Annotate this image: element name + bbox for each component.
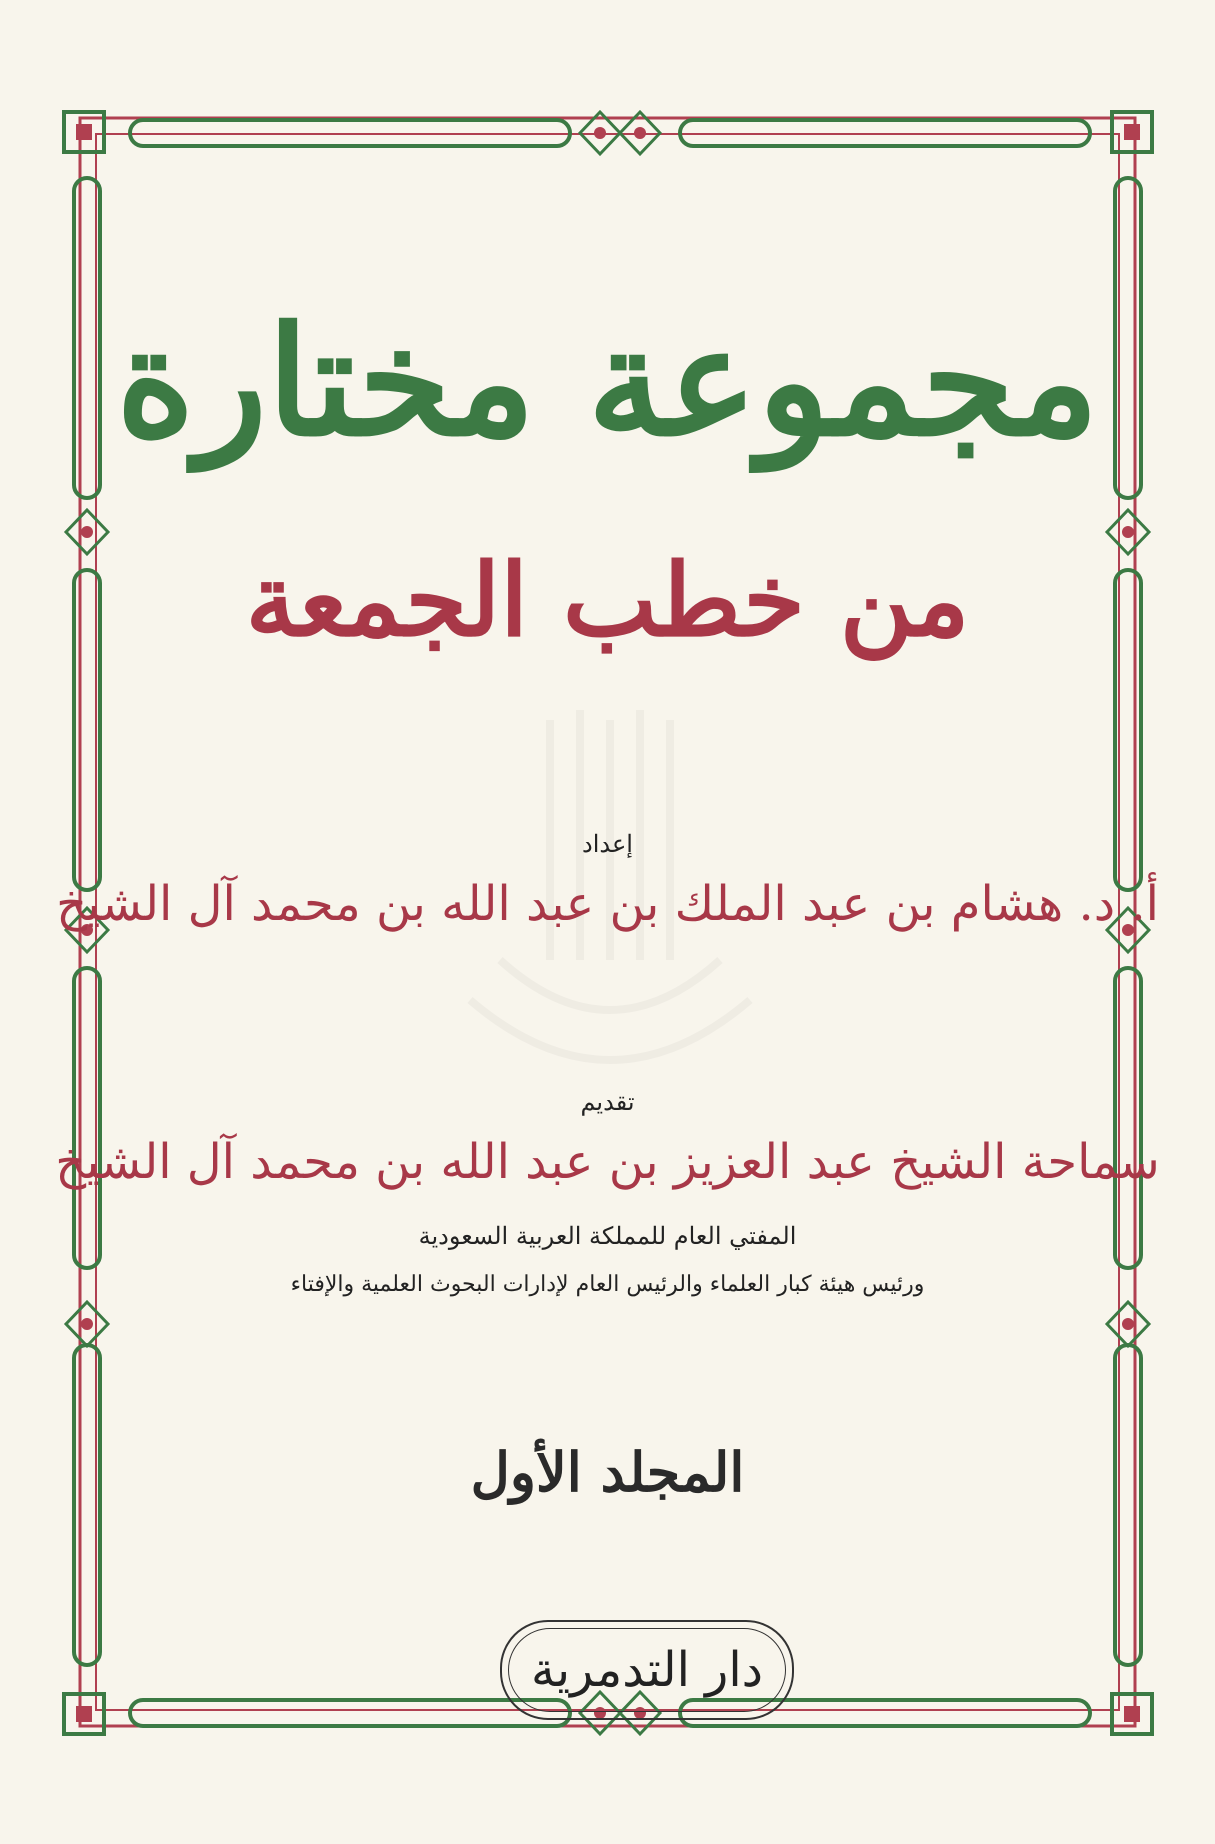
title-line-2: من خطب الجمعة (245, 541, 970, 659)
author-name: أ. د. هشام بن عبد الملك بن عبد الله بن محمد آل الشيخ (56, 876, 1159, 932)
publisher-logo (500, 1620, 794, 1720)
title-line-1: مجموعة مختارة (116, 294, 1099, 470)
presenter-name: سماحة الشيخ عبد العزيز بن عبد الله بن محمد آل الشيخ (55, 1134, 1160, 1190)
publisher-name: دار التدمرية (530, 1642, 764, 1698)
introduction-label: تقديم (580, 1088, 635, 1116)
presenter-title-2: ورئيس هيئة كبار العلماء والرئيس العام لإدارات البحوث العلمية والإفتاء (290, 1272, 925, 1297)
volume-label: المجلد الأول (470, 1440, 745, 1504)
presenter-title-1: المفتي العام للمملكة العربية السعودية (418, 1222, 797, 1250)
prepared-by-label: إعداد (582, 830, 633, 858)
